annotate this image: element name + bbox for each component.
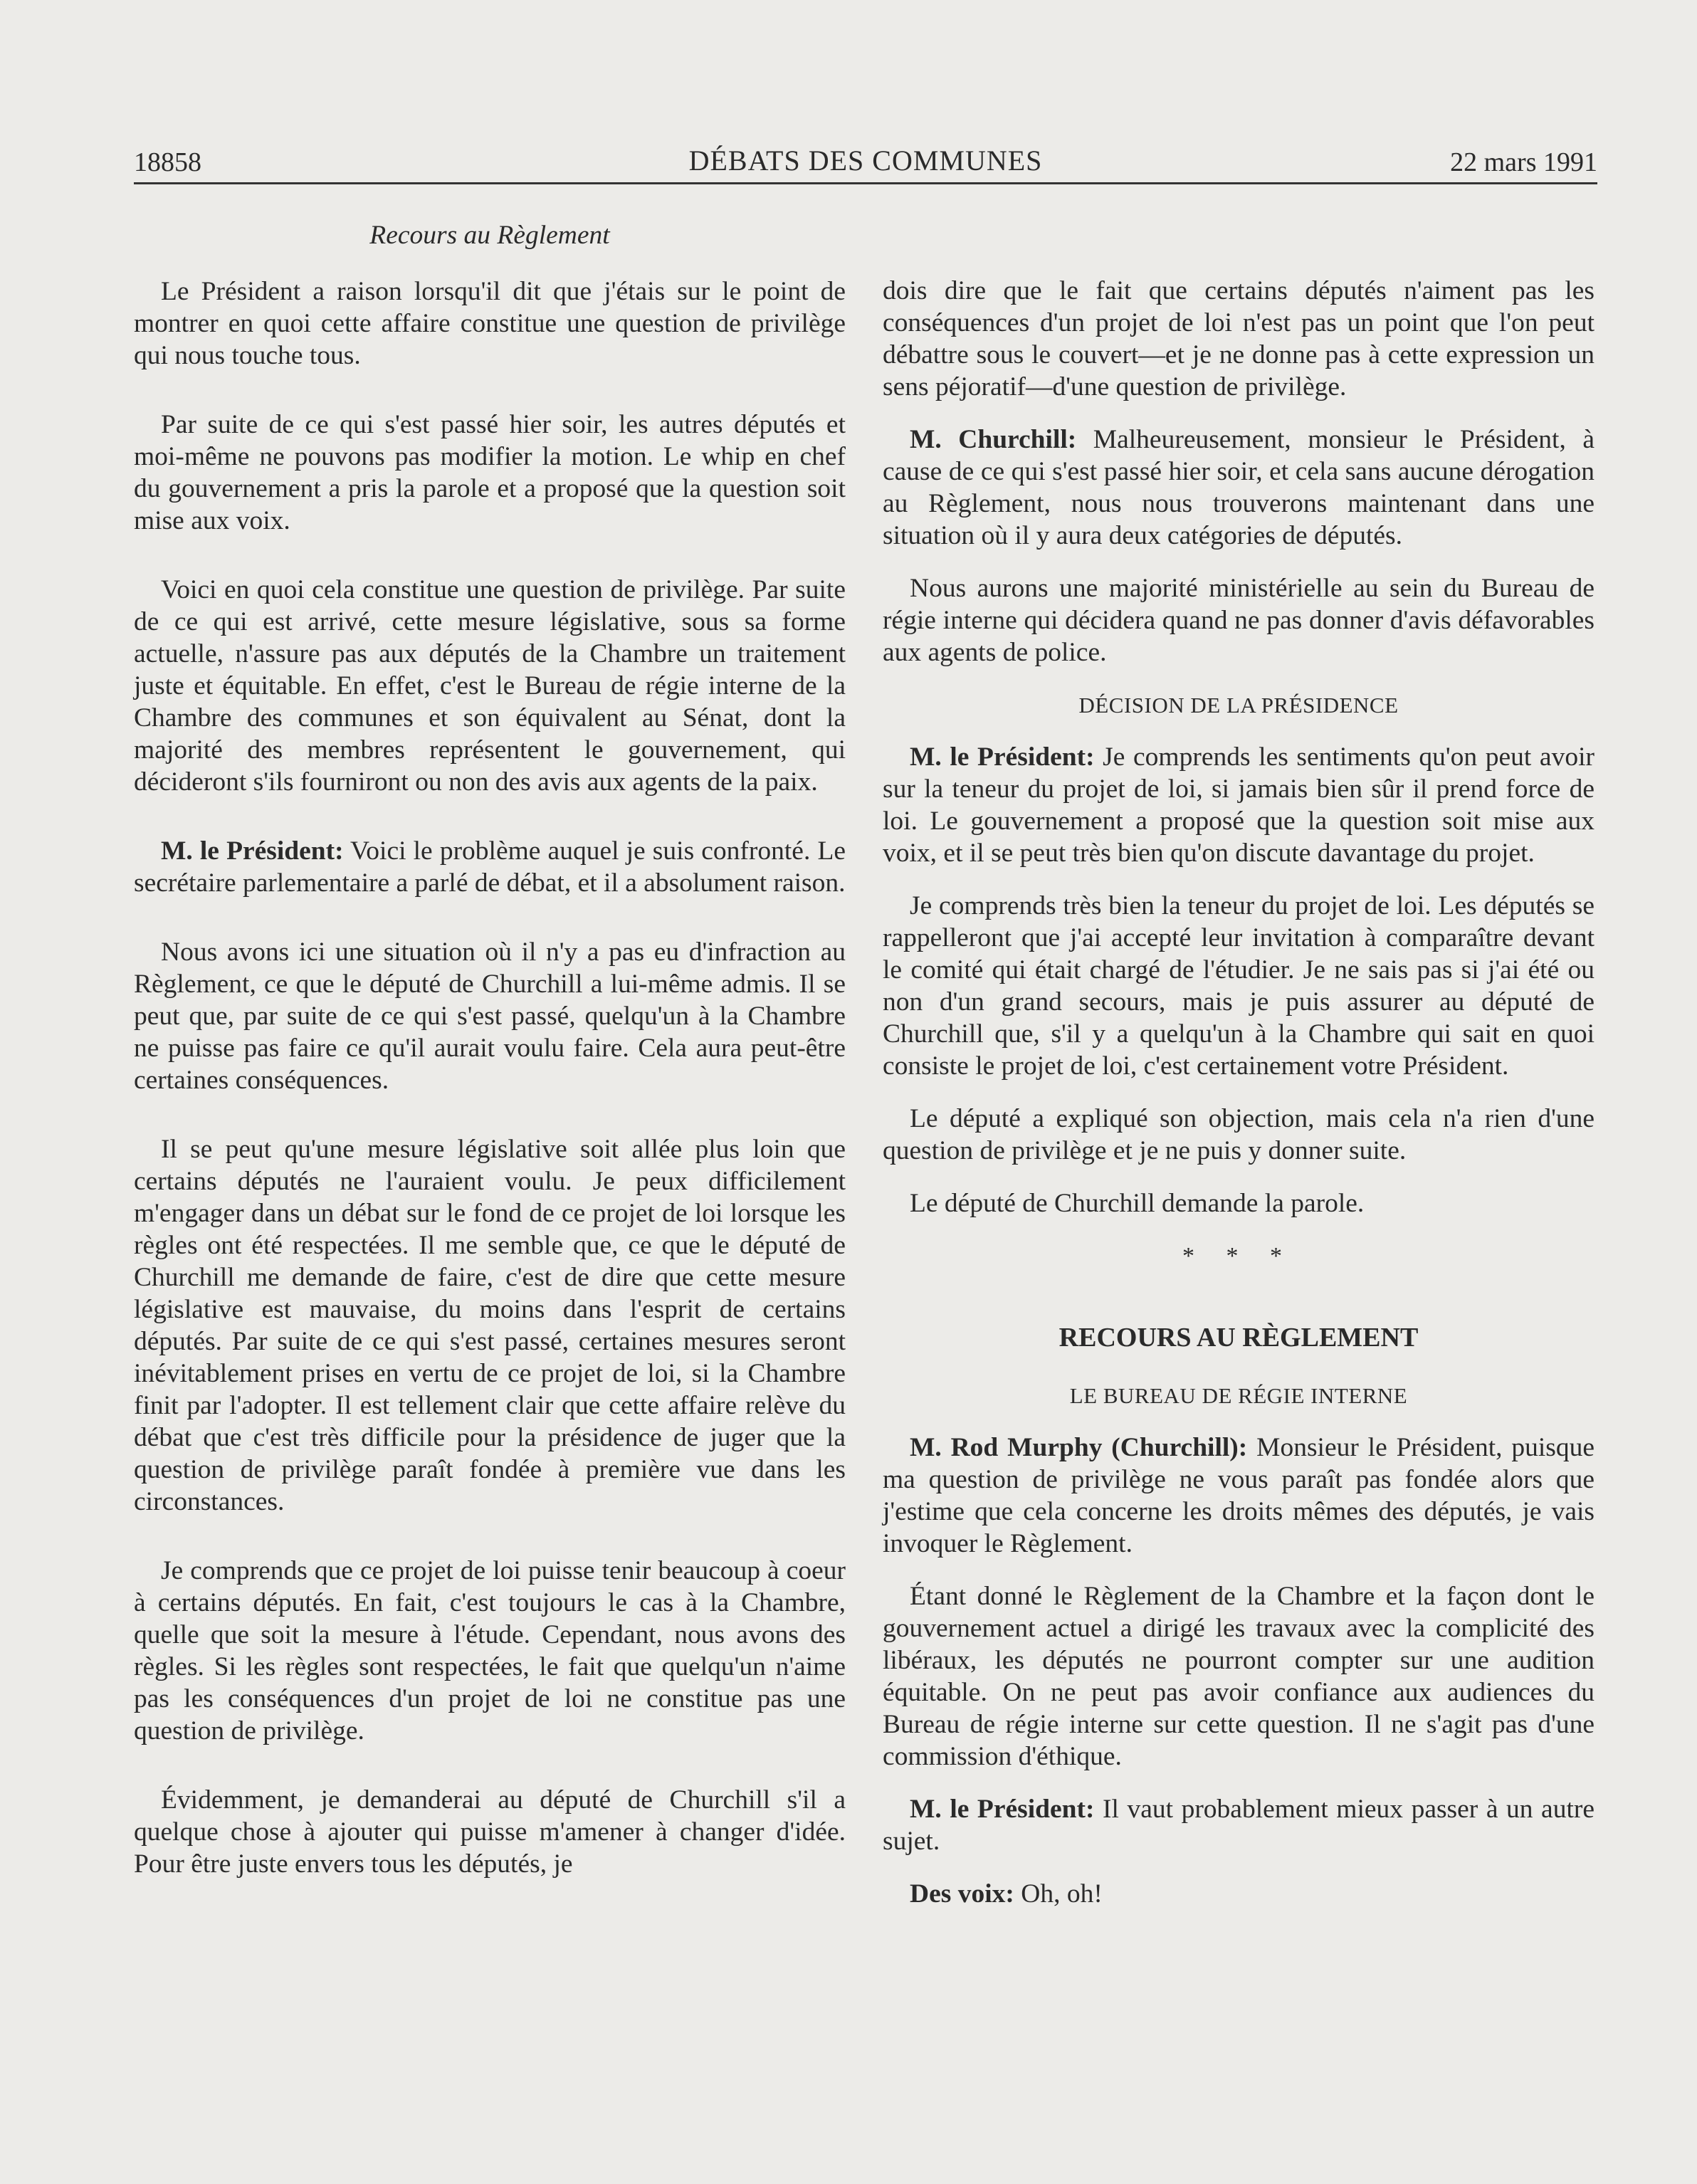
- speech-text: Il vaut probablement mieux passer à un autre sujet.: [883, 1795, 1594, 1856]
- section-subtitle: Recours au Règlement: [369, 221, 610, 250]
- page-header: [134, 141, 1597, 181]
- header-rule: [134, 182, 1597, 184]
- paragraph: Par suite de ce qui s'est passé hier soir, les autres députés et moi-même ne pouvons pas modifier la motion. Le whip en chef du gouvernement a pris la parole et a proposé que la question soit mise aux voix.: [134, 410, 846, 535]
- paragraph: Nous avons ici une situation où il n'y a pas eu d'infraction au Règlement, ce que le député de Churchill a lui-même admis. Il se peut que, par suite de ce qui s'est passé, quelqu'un à la Chambre ne puisse pas faire ce qu'il aurait voulu faire. Cela aura peut-être certaines conséquences.: [134, 938, 846, 1095]
- right-column: [883, 275, 1594, 1931]
- speech-text: Voici le problème auquel je suis confronté. Le secrétaire parlementaire a parlé de débat, et il a absolument raison.: [134, 836, 846, 898]
- speech-text: Malheureusement, monsieur le Président, à cause de ce qui s'est passé hier soir, et cela sans aucune dérogation au Règlement, nous nous trouverons maintenant dans une situation où il y aura deux catégories de députés.: [883, 425, 1594, 550]
- speech-text: Oh, oh!: [1014, 1879, 1103, 1909]
- speech-text: Je comprends les sentiments qu'on peut avoir sur la teneur du projet de loi, si jamais bien sûr il prend force de loi. Le gouvernement a proposé que la question soit mise aux voix, et il se peut très bien qu'on discute davantage du projet.: [883, 742, 1594, 868]
- paragraph: Il se peut qu'une mesure législative soit allée plus loin que certains députés ne l'auraient voulu. Je peux difficilement m'engager dans un débat sur le fond de ce projet de loi lorsque les règles ont été respectées. Il me semble que, ce que le député de Churchill me demande de faire, c'est de dire que cette mesure législative est mauvaise, du moins dans l'esprit de certains députés. Par suite de ce qui s'est passé, certaines mesures seront inévitablement prises en vertu de ce projet de loi, si la Chambre finit par l'adopter. Il est tellement clair que cette affaire relève du débat que c'est très difficile pour la présidence de juger que la question de privilège paraît fondée à première vue dans les circonstances.: [134, 1135, 846, 1516]
- paragraph: Nous aurons une majorité ministérielle au sein du Bureau de régie interne qui décidera quand ne pas donner d'avis défavorables aux agents de police.: [883, 574, 1594, 667]
- decision-heading: DÉCISION DE LA PRÉSIDENCE: [1078, 693, 1399, 718]
- paragraph: Évidemment, je demanderai au député de Churchill s'il a quelque chose à ajouter qui puisse m'amener à changer d'idée. Pour être juste envers tous les députés, je: [134, 1785, 846, 1879]
- speech-text: Monsieur le Président, puisque ma question de privilège ne vous paraît pas fondée alors que j'estime que cela concerne les droits mêmes des députés, je vais invoquer le Règlement.: [883, 1433, 1594, 1558]
- paragraph: Étant donné le Règlement de la Chambre et la façon dont le gouvernement actuel a dirigé les travaux avec la complicité des libéraux, les députés ne pourront compter sur une audition équitable. On ne peut pas avoir confiance aux audiences du Bureau de régie interne sur cette question. Il ne s'agit pas d'une commission d'éthique.: [883, 1582, 1594, 1771]
- speaker-name: M. Rod Murphy (Churchill):: [910, 1433, 1248, 1462]
- speaker-name: Des voix:: [910, 1879, 1014, 1909]
- publication-title: DÉBATS DES COMMUNES: [688, 145, 1043, 177]
- paragraph: Je comprends très bien la teneur du projet de loi. Les députés se rappelleront que j'ai accepté leur invitation à comparaître devant le comité qui était chargé de l'étudier. Je ne sais pas si j'ai été ou non d'un grand secours, mais je puis assurer au député de Churchill que, s'il y a quelqu'un à la Chambre qui sait en quoi consiste le projet de loi, c'est certainement votre Président.: [883, 891, 1594, 1081]
- paragraph: [134, 835, 846, 899]
- paragraph: Le député de Churchill demande la parole.: [910, 1189, 1365, 1218]
- paragraph: [883, 1793, 1594, 1857]
- paragraph: Je comprends que ce projet de loi puisse tenir beaucoup à coeur à certains députés. En fait, c'est toujours le cas à la Chambre, quelle que soit la mesure à l'étude. Cependant, nous avons des règles. Si les règles sont respectées, le fait que quelqu'un n'aime pas les conséquences d'un projet de loi ne constitue pas une question de privilège.: [134, 1556, 846, 1745]
- left-column: [134, 214, 846, 1917]
- section-separator: * * *: [1182, 1243, 1295, 1269]
- speaker-name: M. le Président:: [910, 1795, 1095, 1824]
- paragraph: Le député a expliqué son objection, mais cela n'a rien d'une question de privilège et je ne puis y donner suite.: [883, 1104, 1594, 1165]
- paragraph: [883, 741, 1594, 869]
- paragraph: Le Président a raison lorsqu'il dit que j'étais sur le point de montrer en quoi cette affaire constitue une question de privilège qui nous touche tous.: [134, 277, 846, 370]
- section-heading: RECOURS AU RÈGLEMENT: [1058, 1323, 1419, 1353]
- speaker-name: M. le Président:: [910, 742, 1095, 772]
- paragraph: [883, 1878, 1594, 1910]
- paragraph: [883, 424, 1594, 552]
- paragraph: Voici en quoi cela constitue une question de privilège. Par suite de ce qui est arrivé, cette mesure législative, sous sa forme actuelle, n'assure pas aux députés de la Chambre un traitement juste et équitable. En effet, c'est le Bureau de régie interne de la Chambre des communes et son équivalent au Sénat, dont la majorité des membres représentent le gouvernement, qui décideront s'ils fourniront ou non des avis aux agents de la paix.: [134, 575, 846, 797]
- speaker-name: M. Churchill:: [910, 425, 1077, 454]
- page-date: 22 mars 1991: [1450, 147, 1597, 177]
- paragraph: [883, 1432, 1594, 1560]
- page-number: 18858: [134, 147, 201, 177]
- paragraph: dois dire que le fait que certains députés n'aiment pas les conséquences d'un projet de loi n'est pas un point que l'on peut débattre sous le couvert—et je ne donne pas à cette expression un sens péjoratif—d'une question de privilège.: [883, 276, 1594, 401]
- speaker-name: M. le Président:: [161, 836, 344, 866]
- section-subheading: LE BUREAU DE RÉGIE INTERNE: [1069, 1383, 1408, 1408]
